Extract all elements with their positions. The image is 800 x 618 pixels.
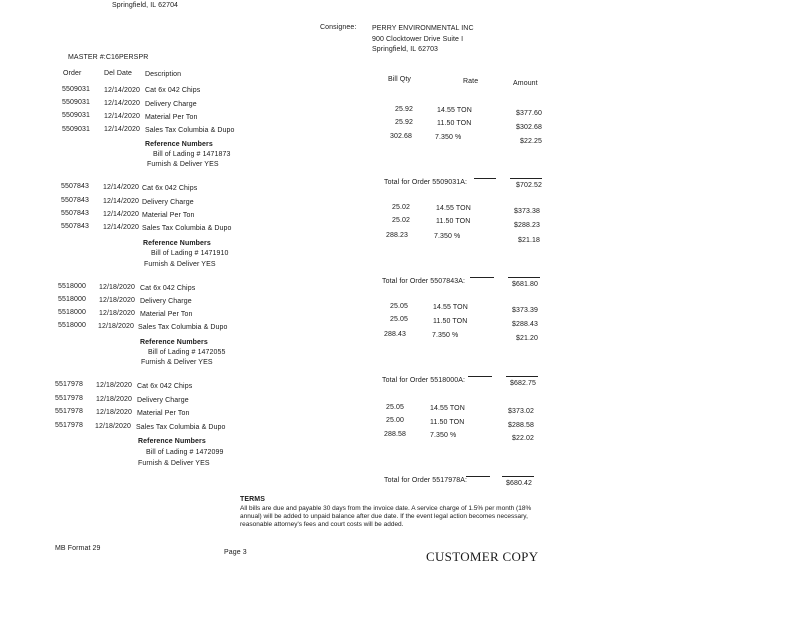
reference-numbers-label: Reference Numbers xyxy=(143,240,211,247)
remit-city-line: Springfield, IL 62704 xyxy=(112,2,179,9)
line-date: 12/18/2020 xyxy=(98,323,135,330)
line-desc: Cat 6x 042 Chips xyxy=(137,383,193,390)
line-rate: 14.55 TON xyxy=(430,405,465,412)
line-qty: 288.23 xyxy=(386,232,409,239)
line-order: 5517978 xyxy=(55,422,83,429)
col-amount: Amount xyxy=(513,80,538,87)
total-rule xyxy=(466,476,490,477)
line-qty: 288.58 xyxy=(384,431,407,438)
line-desc: Sales Tax Columbia & Dupo xyxy=(138,324,228,331)
furnish-deliver: Furnish & Deliver YES xyxy=(138,460,210,467)
line-order: 5507843 xyxy=(61,223,89,230)
page-number: Page 3 xyxy=(224,549,247,556)
line-rate: 7.350 % xyxy=(435,134,462,141)
line-order: 5509031 xyxy=(62,99,90,106)
line-rate: 7.350 % xyxy=(434,233,461,240)
consignee-label: Consignee: xyxy=(320,24,357,31)
furnish-deliver: Furnish & Deliver YES xyxy=(144,261,216,268)
line-date: 12/18/2020 xyxy=(96,409,133,416)
furnish-deliver: Furnish & Deliver YES xyxy=(147,161,219,168)
line-rate: 14.55 TON xyxy=(436,205,471,212)
col-del-date: Del Date xyxy=(104,70,133,77)
line-rate: 14.55 TON xyxy=(437,107,472,114)
line-qty: 288.43 xyxy=(384,331,407,338)
reference-numbers-label: Reference Numbers xyxy=(145,141,213,148)
line-date: 12/18/2020 xyxy=(96,382,133,389)
consignee-name: PERRY ENVIRONMENTAL INC xyxy=(372,25,474,32)
line-amount: $288.43 xyxy=(511,321,538,328)
line-qty: 25.92 xyxy=(395,106,414,113)
line-desc: Sales Tax Columbia & Dupo xyxy=(142,225,232,232)
bill-of-lading: Bill of Lading # 1472099 xyxy=(146,449,224,456)
order-total: $682.75 xyxy=(509,380,536,387)
total-rule xyxy=(508,277,540,278)
total-rule xyxy=(470,277,494,278)
order-total: $681.80 xyxy=(511,281,538,288)
line-qty: 25.05 xyxy=(390,303,409,310)
line-order: 5518000 xyxy=(58,322,86,329)
line-date: 12/14/2020 xyxy=(103,224,140,231)
col-order: Order xyxy=(63,70,82,77)
line-order: 5507843 xyxy=(61,197,89,204)
line-desc: Sales Tax Columbia & Dupo xyxy=(136,424,226,431)
bill-of-lading: Bill of Lading # 1472055 xyxy=(148,349,226,356)
reference-numbers-label: Reference Numbers xyxy=(138,438,206,445)
line-desc: Delivery Charge xyxy=(145,101,197,108)
line-order: 5509031 xyxy=(62,86,90,93)
line-amount: $21.20 xyxy=(515,335,538,342)
line-qty: 25.92 xyxy=(395,119,414,126)
line-date: 12/14/2020 xyxy=(104,126,141,133)
line-desc: Material Per Ton xyxy=(142,212,195,219)
line-rate: 11.50 TON xyxy=(433,318,468,325)
col-description: Description xyxy=(145,71,182,78)
line-order: 5518000 xyxy=(58,309,86,316)
line-date: 12/14/2020 xyxy=(103,198,140,205)
total-rule xyxy=(510,178,542,179)
bill-of-lading: Bill of Lading # 1471910 xyxy=(151,250,229,257)
total-rule xyxy=(502,476,534,477)
consignee-city: Springfield, IL 62703 xyxy=(372,46,439,53)
furnish-deliver: Furnish & Deliver YES xyxy=(141,359,213,366)
line-desc: Sales Tax Columbia & Dupo xyxy=(145,127,235,134)
line-date: 12/14/2020 xyxy=(104,100,141,107)
line-desc: Material Per Ton xyxy=(137,410,190,417)
line-order: 5517978 xyxy=(55,381,83,388)
order-total: $702.52 xyxy=(515,182,542,189)
line-rate: 11.50 TON xyxy=(436,218,471,225)
total-rule xyxy=(474,178,496,179)
line-qty: 302.68 xyxy=(390,133,413,140)
line-order: 5507843 xyxy=(61,210,89,217)
line-amount: $373.38 xyxy=(513,208,540,215)
line-order: 5509031 xyxy=(62,112,90,119)
customer-copy-stamp: CUSTOMER COPY xyxy=(426,549,539,564)
line-amount: $22.25 xyxy=(519,138,542,145)
line-date: 12/14/2020 xyxy=(103,211,140,218)
order-total: $680.42 xyxy=(505,480,532,487)
line-amount: $288.58 xyxy=(507,422,534,429)
line-qty: 25.00 xyxy=(386,417,405,424)
line-amount: $21.18 xyxy=(517,237,540,244)
line-qty: 25.02 xyxy=(392,217,411,224)
line-desc: Cat 6x 042 Chips xyxy=(145,87,201,94)
line-date: 12/14/2020 xyxy=(103,184,140,191)
line-rate: 11.50 TON xyxy=(437,120,472,127)
line-qty: 25.05 xyxy=(390,316,409,323)
line-desc: Delivery Charge xyxy=(137,397,189,404)
reference-numbers-label: Reference Numbers xyxy=(140,339,208,346)
col-rate: Rate xyxy=(463,78,479,85)
line-order: 5509031 xyxy=(62,126,90,133)
line-desc: Material Per Ton xyxy=(145,114,198,121)
line-desc: Cat 6x 042 Chips xyxy=(142,185,198,192)
line-desc: Delivery Charge xyxy=(140,298,192,305)
line-amount: $373.39 xyxy=(511,307,538,314)
line-desc: Material Per Ton xyxy=(140,311,193,318)
line-date: 12/18/2020 xyxy=(99,310,136,317)
line-rate: 14.55 TON xyxy=(433,304,468,311)
terms-title: TERMS xyxy=(240,496,265,503)
line-desc: Cat 6x 042 Chips xyxy=(140,285,196,292)
consignee-address: 900 Clocktower Drive Suite I xyxy=(372,36,464,43)
line-rate: 11.50 TON xyxy=(430,419,465,426)
line-order: 5517978 xyxy=(55,408,83,415)
line-date: 12/18/2020 xyxy=(95,423,132,430)
terms-body: All bills are due and payable 30 days from the invoice date. A service charge of 1.5% per month (18% annual) will be added to unpaid balance after due date. If the event legal action becomes necessary, reasonable attorney's fees and court costs will be added. xyxy=(240,505,532,528)
line-qty: 25.02 xyxy=(392,204,411,211)
line-date: 12/14/2020 xyxy=(104,113,141,120)
line-rate: 7.350 % xyxy=(430,432,457,439)
line-date: 12/18/2020 xyxy=(96,396,133,403)
line-order: 5518000 xyxy=(58,296,86,303)
line-qty: 25.05 xyxy=(386,404,405,411)
order-total-label: Total for Order 5509031A: xyxy=(384,179,468,186)
master-number: MASTER #:C16PERSPR xyxy=(68,54,149,61)
line-order: 5518000 xyxy=(58,283,86,290)
line-amount: $373.02 xyxy=(507,408,534,415)
total-rule xyxy=(506,376,538,377)
order-total-label: Total for Order 5517978A: xyxy=(384,477,468,484)
total-rule xyxy=(468,376,492,377)
line-order: 5507843 xyxy=(61,183,89,190)
line-rate: 7.350 % xyxy=(432,332,459,339)
line-amount: $302.68 xyxy=(515,124,542,131)
line-date: 12/14/2020 xyxy=(104,87,141,94)
order-total-label: Total for Order 5507843A: xyxy=(382,278,466,285)
order-total-label: Total for Order 5518000A: xyxy=(382,377,466,384)
form-format: MB Format 29 xyxy=(55,545,101,552)
line-order: 5517978 xyxy=(55,395,83,402)
line-amount: $22.02 xyxy=(511,435,534,442)
line-amount: $377.60 xyxy=(515,110,542,117)
line-date: 12/18/2020 xyxy=(99,284,136,291)
line-date: 12/18/2020 xyxy=(99,297,136,304)
line-amount: $288.23 xyxy=(513,222,540,229)
line-desc: Delivery Charge xyxy=(142,199,194,206)
bill-of-lading: Bill of Lading # 1471873 xyxy=(153,151,231,158)
col-bill-qty: Bill Qty xyxy=(388,76,411,83)
